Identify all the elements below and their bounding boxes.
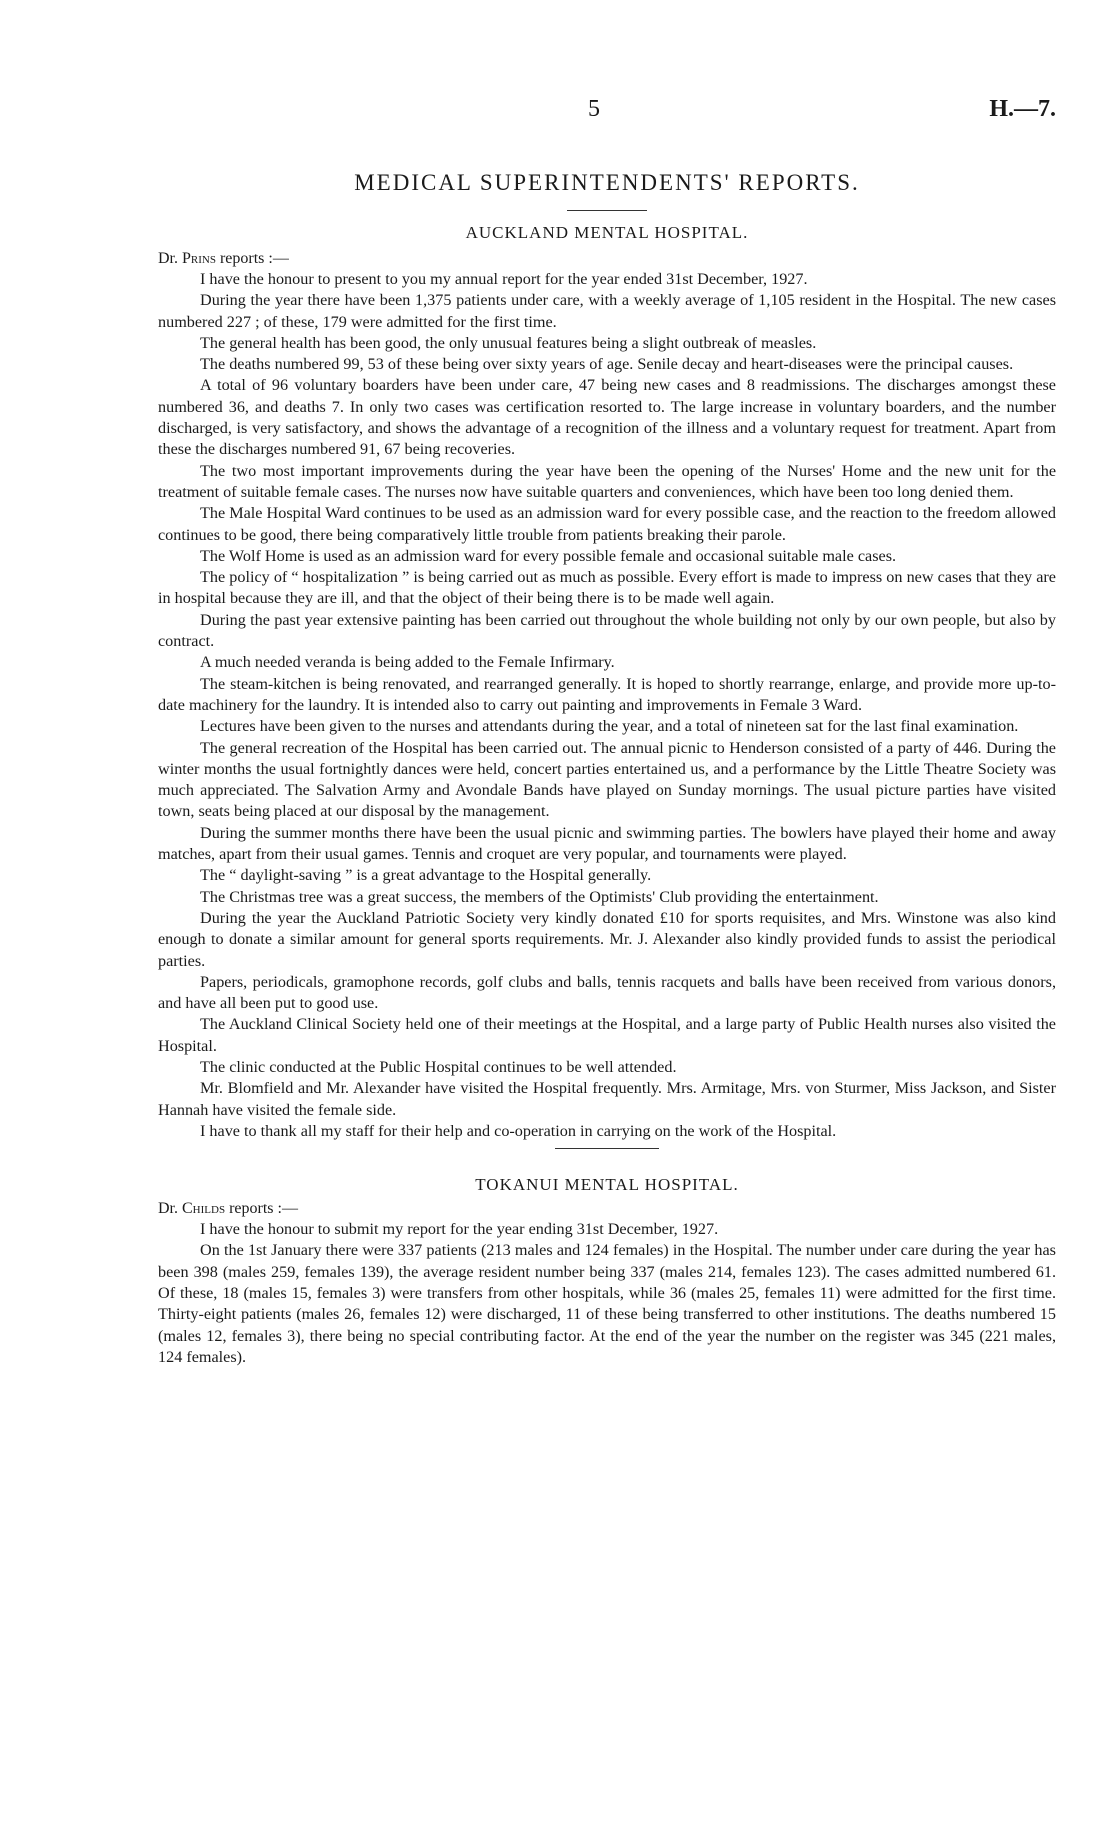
intro-prefix: Dr. (158, 1200, 182, 1218)
report-paragraph: A total of 96 voluntary boarders have been under care, 47 being new cases and 8 readmissions. The discharges amongst these numbered 36, and deaths 7. In only two cases was certification resorted to. The large increase in voluntary boarders, and the number discharged, is very satisfactory, and shows the advantage of a recognition of the illness and a voluntary request for treatment. Apart from these the discharges numbered 91, 67 being recoveries. (158, 376, 1056, 459)
section-title-tokanui: TOKANUI MENTAL HOSPITAL. (475, 1175, 739, 1195)
report-paragraph: The clinic conducted at the Public Hospital continues to be well attended. (200, 1057, 677, 1076)
section-body-auckland (158, 269, 1056, 1142)
section-title-auckland: AUCKLAND MENTAL HOSPITAL. (465, 223, 749, 242)
section-divider (555, 1148, 659, 1149)
intro-suffix: reports :— (225, 1200, 298, 1218)
report-paragraph: The steam-kitchen is being renovated, and rearranged generally. It is hoped to shortly rearrange, enlarge, and provide more up-to-date machinery for the laundry. It is intended also to carry out painting and improvements in Female 3 Ward. (158, 674, 1056, 714)
report-paragraph: During the year the Auckland Patriotic Society very kindly donated £10 for sports requisites, and Mrs. Winstone was also kind enough to donate a similar amount for general sports requirements. Mr. J. Alexander also kindly provided funds to assist the periodical parties. (158, 908, 1056, 970)
document-page (158, 96, 1056, 1368)
report-paragraph: During the past year extensive painting has been carried out throughout the whole building not only by our own people, but also by contract. (158, 610, 1056, 651)
doctor-name: Childs (182, 1200, 226, 1218)
report-paragraph: Mr. Blomfield and Mr. Alexander have visited the Hospital frequently. Mrs. Armitage, Mrs. von Sturmer, Miss Jackson, and Sister Hannah have visited the female side. (158, 1079, 1056, 1119)
intro-prefix: Dr. (158, 250, 182, 267)
page-header (158, 96, 1056, 130)
report-paragraph: The general recreation of the Hospital has been carried out. The annual picnic to Henderson consisted of a party of 446. During the winter months the usual fortnightly dances were held, concert parties entertained us, and a performance by the Little Theatre Society was much appreciated. The Salvation Army and Avondale Bands have played on Sunday mornings. The usual picture parties have visited town, seats being placed at our disposal by the management. (158, 738, 1056, 821)
report-paragraph: The policy of “ hospitalization ” is being carried out as much as possible. Every effort is made to impress on new cases that they are in hospital because they are ill, and that the object of their being there is to be made well again. (158, 568, 1056, 608)
report-paragraph: I have the honour to present to you my annual report for the year ended 31st December, 1927. (200, 270, 808, 288)
intro-suffix: reports :— (215, 250, 289, 267)
section-body-tokanui (158, 1219, 1056, 1368)
report-paragraph: The Wolf Home is used as an admission ward for every possible female and occasional suitable male cases. (200, 546, 897, 565)
title-divider (567, 210, 647, 211)
report-paragraph: Lectures have been given to the nurses and attendants during the year, and a total of nineteen sat for the last final examination. (200, 717, 1019, 736)
document-reference: H.—7. (989, 96, 1056, 122)
report-paragraph: On the 1st January there were 337 patients (213 males and 124 females) in the Hospital. The number under care during the year has been 398 (males 259, females 139), the average resident number being 337 (males 214, females 123). The cases admitted numbered 61. Of these, 18 (males 15, females 3) were transfers from other hospitals, while 36 (males 25, females 11) were admitted for the first time. Thirty-eight patients (males 26, females 12) were discharged, 11 of these being transferred to other institutions. The deaths numbered 15 (males 12, females 3), there being no special contributing factor. At the end of the year the number on the register was 345 (221 males, 124 females). (158, 1241, 1056, 1366)
report-paragraph: The deaths numbered 99, 53 of these being over sixty years of age. Senile decay and heart-diseases were the principal causes. (200, 355, 1014, 374)
report-paragraph: The Auckland Clinical Society held one of their meetings at the Hospital, and a large party of Public Health nurses also visited the Hospital. (158, 1015, 1056, 1055)
report-intro-tokanui (158, 1199, 1056, 1219)
report-paragraph: The general health has been good, the only unusual features being a slight outbreak of measles. (200, 333, 817, 352)
report-paragraph: The Male Hospital Ward continues to be used as an admission ward for every possible case, and the reaction to the freedom allowed continues to be good, there being comparatively little trouble from patients breaking their parole. (158, 504, 1056, 544)
report-paragraph: I have the honour to submit my report for the year ending 31st December, 1927. (200, 1220, 719, 1239)
page-number: 5 (588, 96, 600, 122)
report-paragraph: The “ daylight-saving ” is a great advantage to the Hospital generally. (200, 866, 652, 885)
report-paragraph: A much needed veranda is being added to the Female Infirmary. (200, 653, 615, 672)
report-intro-auckland (158, 249, 1056, 269)
doctor-name: Prins (182, 250, 216, 267)
main-title: MEDICAL SUPERINTENDENTS' REPORTS. (354, 170, 860, 195)
report-paragraph: During the year there have been 1,375 patients under care, with a weekly average of 1,105 resident in the Hospital. The new cases numbered 227 ; of these, 179 were admitted for the first time. (158, 291, 1056, 331)
report-paragraph: During the summer months there have been the usual picnic and swimming parties. The bowlers have played their home and away matches, apart from their usual games. Tennis and croquet are very popular, and tournaments were played. (158, 823, 1056, 864)
report-paragraph: The Christmas tree was a great success, the members of the Optimists' Club providing the entertainment. (200, 887, 879, 906)
report-paragraph: Papers, periodicals, gramophone records, golf clubs and balls, tennis racquets and balls have been received from various donors, and have all been put to good use. (158, 972, 1056, 1013)
report-paragraph: I have to thank all my staff for their help and co-operation in carrying on the work of the Hospital. (200, 1121, 837, 1140)
report-paragraph: The two most important improvements during the year have been the opening of the Nurses' Home and the new unit for the treatment of suitable female cases. The nurses now have suitable quarters and conveniences, which have been too long denied them. (158, 461, 1056, 501)
